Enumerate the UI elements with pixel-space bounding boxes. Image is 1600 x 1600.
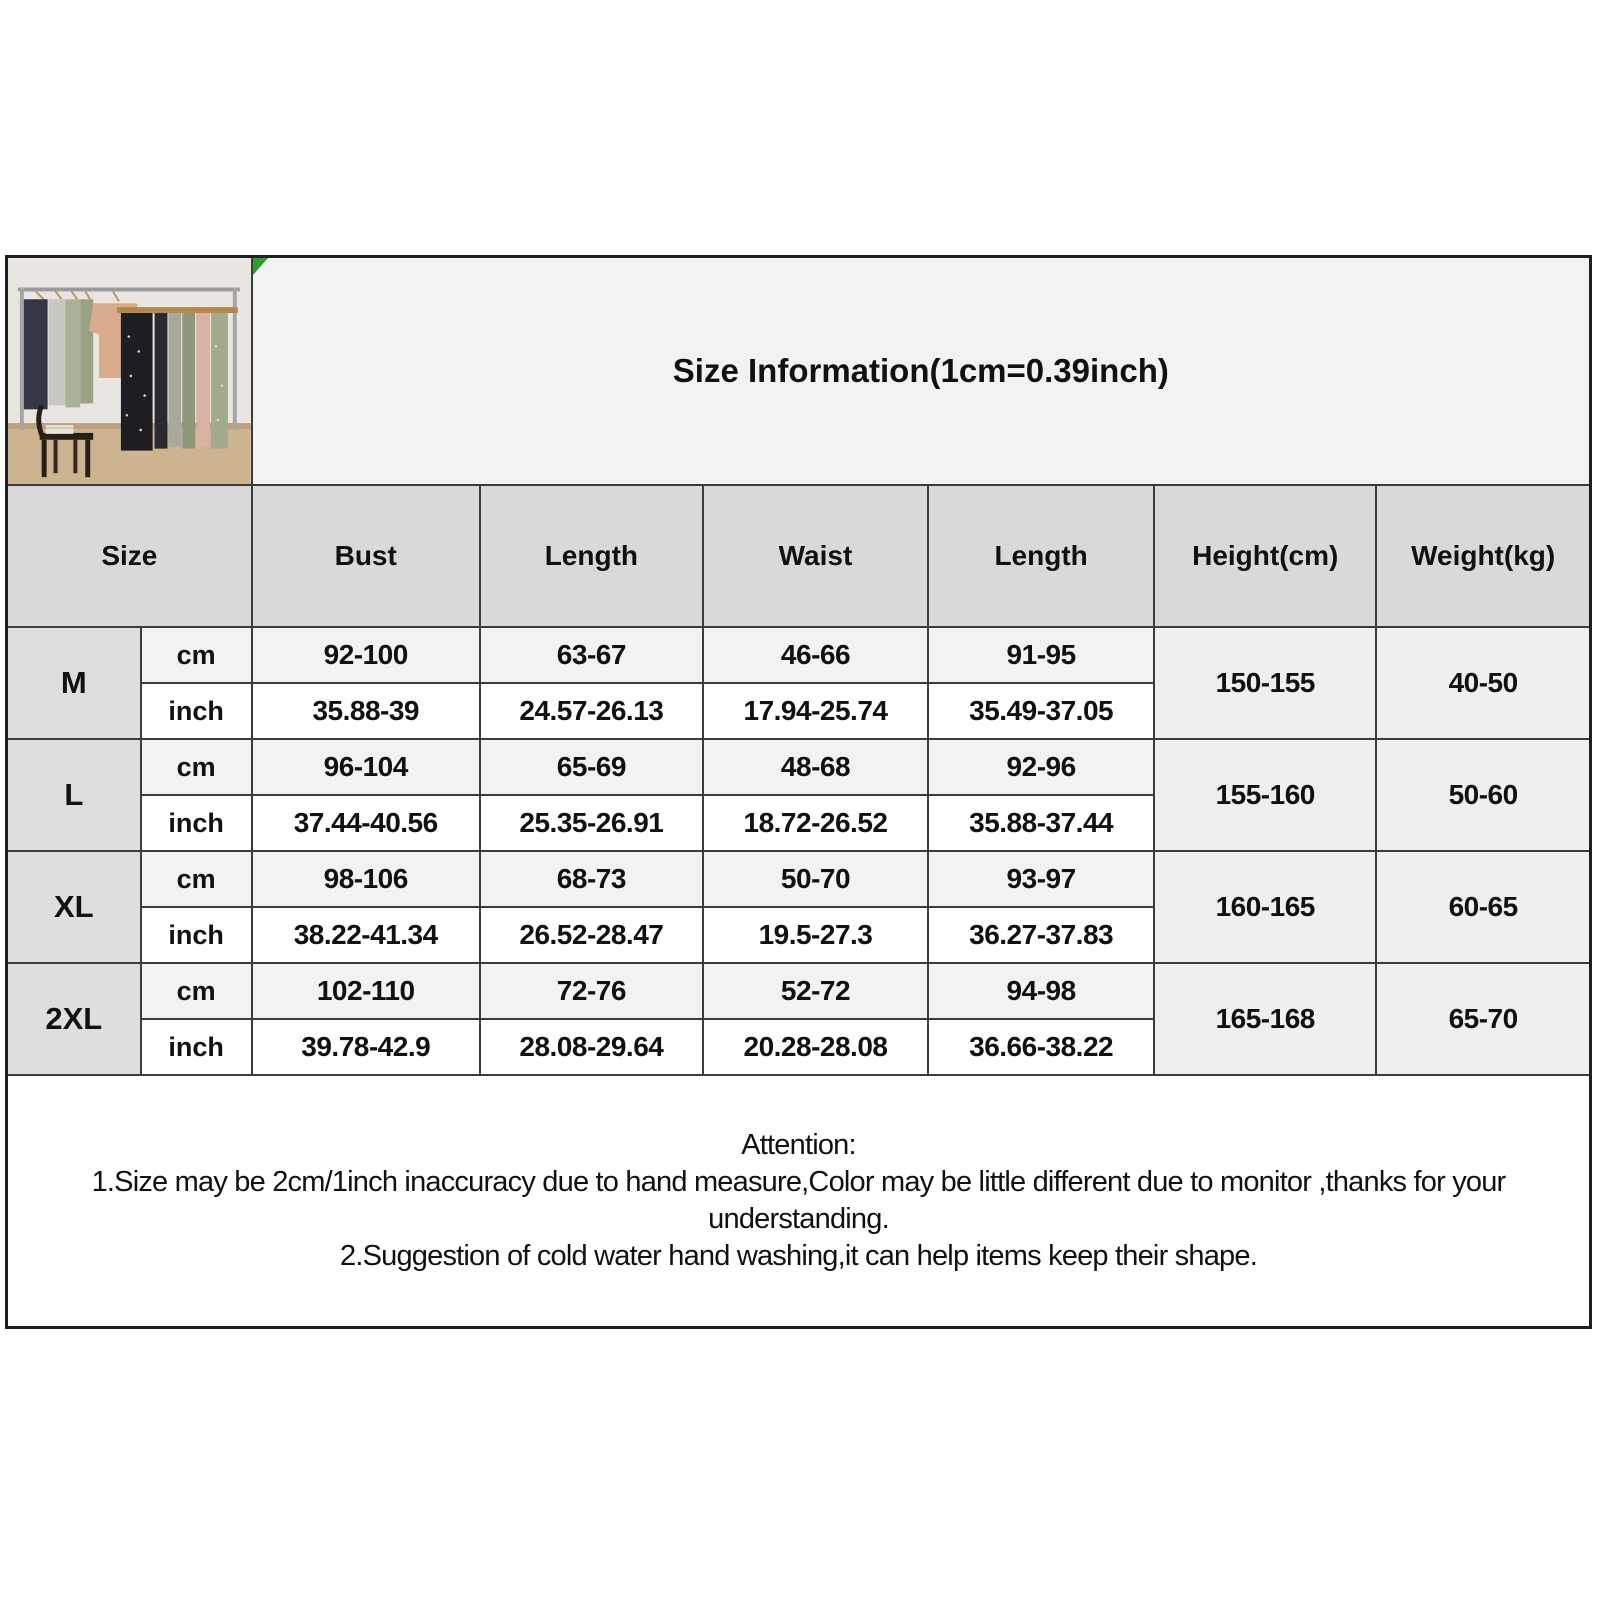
height-value: 150-155 [1154, 627, 1376, 739]
unit-label-cm: cm [141, 627, 252, 683]
bust-cm-value: 92-100 [252, 627, 480, 683]
bust-cm-value: 102-110 [252, 963, 480, 1019]
table-row [7, 627, 1591, 683]
length2-inch-value: 35.49-37.05 [928, 683, 1154, 739]
unit-label-cm: cm [141, 851, 252, 907]
table-title-cell [252, 257, 1591, 486]
title-row [7, 257, 1591, 486]
height-value: 160-165 [1154, 851, 1376, 963]
length-cm-value: 68-73 [480, 851, 703, 907]
length2-inch-value: 36.66-38.22 [928, 1019, 1154, 1075]
column-header-waist: Waist [703, 485, 928, 627]
waist-cm-value: 48-68 [703, 739, 928, 795]
waist-inch-value: 17.94-25.74 [703, 683, 928, 739]
attention-note-1-cont: understanding. [708, 1203, 889, 1235]
attention-note-1: 1.Size may be 2cm/1inch inaccuracy due to hand measure,Color may be little different due to monitor ,thanks for your [91, 1166, 1506, 1198]
weight-value: 60-65 [1376, 851, 1590, 963]
weight-value: 65-70 [1376, 963, 1590, 1075]
column-header-length: Length [480, 485, 703, 627]
unit-label-cm: cm [141, 963, 252, 1019]
waist-cm-value: 52-72 [703, 963, 928, 1019]
unit-label-inch: inch [141, 683, 252, 739]
height-value: 165-168 [1154, 963, 1376, 1075]
size-label-l: L [7, 739, 141, 851]
length-inch-value: 26.52-28.47 [480, 907, 703, 963]
column-header-length-2: Length [928, 485, 1154, 627]
length2-inch-value: 36.27-37.83 [928, 907, 1154, 963]
table-row [7, 739, 1591, 795]
length-cm-value: 65-69 [480, 739, 703, 795]
unit-label-cm: cm [141, 739, 252, 795]
column-header-row [7, 485, 1591, 627]
attention-notes [7, 1075, 1591, 1328]
bust-cm-value: 98-106 [252, 851, 480, 907]
column-header-weight: Weight(kg) [1376, 485, 1590, 627]
waist-inch-value: 18.72-26.52 [703, 795, 928, 851]
length2-cm-value: 92-96 [928, 739, 1154, 795]
column-header-size: Size [7, 485, 252, 627]
length2-cm-value: 94-98 [928, 963, 1154, 1019]
length-cm-value: 63-67 [480, 627, 703, 683]
waist-cm-value: 50-70 [703, 851, 928, 907]
attention-heading: Attention: [741, 1129, 856, 1161]
waist-inch-value: 19.5-27.3 [703, 907, 928, 963]
unit-label-inch: inch [141, 1019, 252, 1075]
waist-inch-value: 20.28-28.08 [703, 1019, 928, 1075]
table-row [7, 963, 1591, 1019]
length-cm-value: 72-76 [480, 963, 703, 1019]
length2-inch-value: 35.88-37.44 [928, 795, 1154, 851]
size-label-2xl: 2XL [7, 963, 141, 1075]
length-inch-value: 28.08-29.64 [480, 1019, 703, 1075]
length-inch-value: 24.57-26.13 [480, 683, 703, 739]
waist-cm-value: 46-66 [703, 627, 928, 683]
length2-cm-value: 91-95 [928, 627, 1154, 683]
attention-note-2: 2.Suggestion of cold water hand washing,it can help items keep their shape. [340, 1240, 1257, 1272]
attention-row [7, 1075, 1591, 1328]
bust-cm-value: 96-104 [252, 739, 480, 795]
length-inch-value: 25.35-26.91 [480, 795, 703, 851]
unit-label-inch: inch [141, 795, 252, 851]
unit-label-inch: inch [141, 907, 252, 963]
column-header-bust: Bust [252, 485, 480, 627]
weight-value: 50-60 [1376, 739, 1590, 851]
size-label-m: M [7, 627, 141, 739]
length2-cm-value: 93-97 [928, 851, 1154, 907]
clothing-rack-photo-icon [8, 258, 251, 484]
size-information-table [5, 255, 1592, 1329]
height-value: 155-160 [1154, 739, 1376, 851]
green-corner-marker-icon [253, 258, 268, 275]
column-header-height: Height(cm) [1154, 485, 1376, 627]
table-row [7, 851, 1591, 907]
bust-inch-value: 35.88-39 [252, 683, 480, 739]
size-label-xl: XL [7, 851, 141, 963]
product-thumbnail-photo [7, 257, 252, 486]
bust-inch-value: 38.22-41.34 [252, 907, 480, 963]
bust-inch-value: 39.78-42.9 [252, 1019, 480, 1075]
bust-inch-value: 37.44-40.56 [252, 795, 480, 851]
weight-value: 40-50 [1376, 627, 1590, 739]
page-title: Size Information(1cm=0.39inch) [672, 352, 1169, 389]
